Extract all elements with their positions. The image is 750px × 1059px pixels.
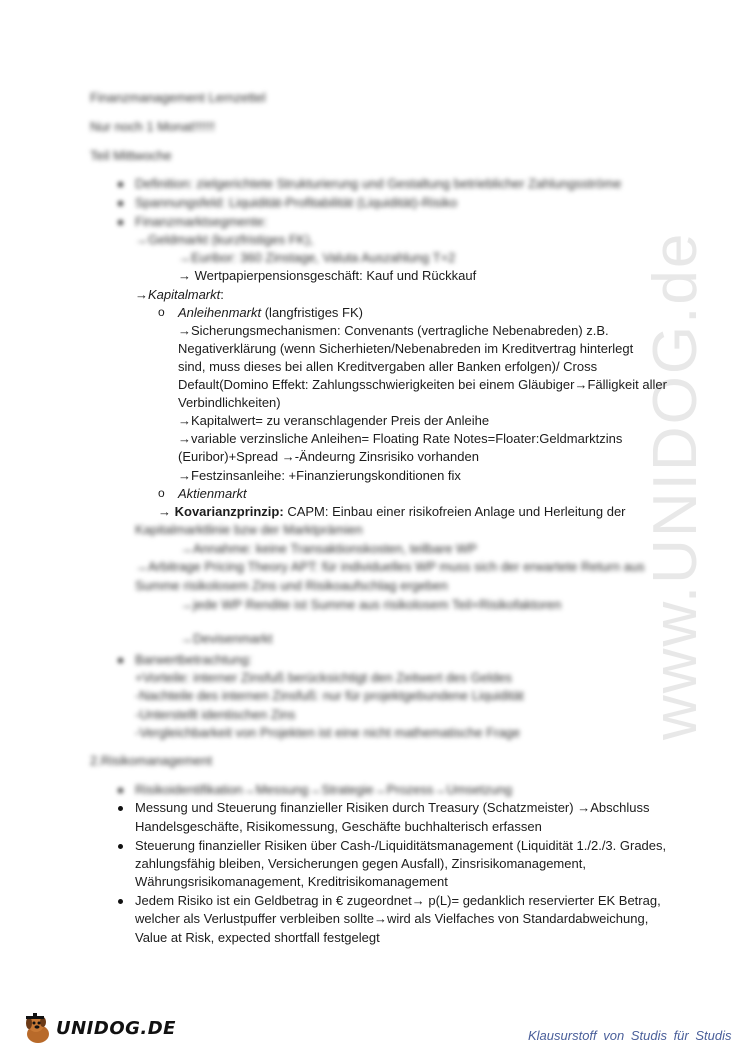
definition-text: Definition: zielgerichtete Strukturierung und Gestaltung betrieblicher Zahlungsströme <box>135 176 622 191</box>
geldmarkt-text: →Geldmarkt (kurzfristiges FK), <box>135 232 314 247</box>
variable-line-1: →variable verzinsliche Anleihen= Floating Rate Notes=Floater:Geldmarktzins <box>178 431 623 446</box>
bullet-dot <box>118 201 123 206</box>
doc-part: Teil Mittwoche <box>90 148 172 163</box>
finanzmarkt-text: Finanzmarktsegmente: <box>135 214 268 229</box>
watermark-text: www.UNIDOG.de <box>641 231 710 740</box>
apt-line-2: Summe risikolosem Zins und Risikoaufschlag ergeben <box>135 578 448 593</box>
kovarianz-line-1: → Kovarianzprinzip: CAPM: Einbau einer risikofreien Anlage und Herleitung der <box>158 504 626 519</box>
anleihenmarkt-heading: Anleihenmarkt (langfristiges FK) <box>178 305 363 320</box>
sicherung-line-5: Verbindlichkeiten) <box>178 395 281 410</box>
kapitalwert-text: →Kapitalwert= zu veranschlagender Preis der Anleihe <box>178 413 490 428</box>
bullet-dot <box>118 844 123 849</box>
steuerung-line-3: Währungsrisikomanagement, Kreditrisikomanagement <box>135 874 448 889</box>
brand-name: UNIDOG.DE <box>56 1018 176 1039</box>
risiko-prozess-text: Risikoidentifikation→Messung→Strategie→Prozess→Umsetzung <box>135 782 513 797</box>
euribor-text: →Euribor: 360 Zinstage, Valuta Auszahlung T+2 <box>178 250 456 265</box>
apt-line-1: →Arbitrage Pricing Theory APT: für individuelles WP muss sich der erwartete Return aus <box>135 559 645 574</box>
rendite-text: →jede WP Rendite ist Summe aus risikolosem Teil+Risikofaktoren <box>180 597 562 612</box>
circle-bullet: o <box>158 486 165 500</box>
circle-bullet: o <box>158 305 165 319</box>
bullet-dot <box>118 806 123 811</box>
variable-line-2: (Euribor)+Spread →-Ändeurng Zinsrisiko vorhanden <box>178 449 479 464</box>
barwert-heading: Barwertbetrachtung: <box>135 652 253 667</box>
kapitalmarkt-heading: →Kapitalmarkt: <box>135 287 224 302</box>
sicherung-line-3: sind, muss dieses bei allen Kreditvergaben aller Banken erfolgen)/ Cross <box>178 359 598 374</box>
geldbetrag-line-3: Value at Risk, expected shortfall festgelegt <box>135 930 380 945</box>
bullet-dot <box>118 788 123 793</box>
unidog-logo[interactable] <box>22 1012 176 1048</box>
steuerung-line-1: Steuerung finanzieller Risiken über Cash-/Liquiditätsmanagement (Liquidität 1./2./3. Grades, <box>135 838 667 853</box>
geldbetrag-line-1: Jedem Risiko ist ein Geldbetrag in € zugeordnet→ p(L)= gedanklich reservierter EK Betrag, <box>135 893 661 908</box>
vorteile-text: +Vorteile: interner Zinsfuß berücksichtigt den Zeitwert des Geldes <box>135 670 512 685</box>
dog-mascot-icon <box>22 1012 56 1046</box>
sicherung-line-4: Default(Domino Effekt: Zahlungsschwierigkeiten bei einem Gläubiger→Fälligkeit aller <box>178 377 667 392</box>
geldbetrag-line-2: welcher als Verlustpuffer verbleiben sollte→wird als Vielfaches von Standardabweichung, <box>135 911 649 926</box>
festzins-text: →Festzinsanleihe: +Finanzierungskonditionen fix <box>178 468 461 483</box>
section2-heading: 2.Risikomanagement <box>90 753 213 768</box>
doc-subtitle: Nur noch 1 Monat!!!!!! <box>90 119 216 134</box>
nachteile-text: -Nachteile des internen Zinsfuß: nur für projektgebundene Liquidität <box>135 688 524 703</box>
bullet-dot <box>118 658 123 663</box>
wertpapier-text: → Wertpapierpensionsgeschäft: Kauf und Rückkauf <box>178 268 477 283</box>
messung-line-2: Handelsgeschäfte, Risikomessung, Geschäfte buchhalterisch erfassen <box>135 819 542 834</box>
annahme-text: →Annahme: keine Transaktionskosten, teilbare WP <box>180 541 477 556</box>
devisen-text: →Devisenmarkt <box>180 631 273 646</box>
kovarianz-line-2: Kapitalmarktlinie bzw der Marktprämien <box>135 522 363 537</box>
messung-line-1: Messung und Steuerung finanzieller Risiken durch Treasury (Schatzmeister) →Abschluss <box>135 800 650 815</box>
aktienmarkt-heading: Aktienmarkt <box>178 486 247 501</box>
steuerung-line-2: zahlungsfähig bleiben, Versicherungen gegen Ausfall), Zinsrisikomanagement, <box>135 856 586 871</box>
bullet-dot <box>118 899 123 904</box>
vergleich-text: -Vergleichbarkeit von Projekten ist eine nicht mathematische Frage <box>135 725 521 740</box>
bullet-dot <box>118 220 123 225</box>
footer-tagline: Klausurstoff von Studis für Studis <box>528 1028 732 1043</box>
bullet-dot <box>118 182 123 187</box>
spannungsfeld-text: Spannungsfeld: Liquidität-Profitabilität (Liquidität)-Risiko <box>135 195 458 210</box>
watermark <box>640 120 750 740</box>
sicherung-line-2: Negativerklärung (wenn Sicherhieten/Nebenabreden im Kreditvertrag hinterlegt <box>178 341 634 356</box>
doc-title: Finanzmanagement Lernzettel <box>90 90 266 105</box>
sicherung-line-1: →Sicherungsmechanismen: Convenants (vertragliche Nebenabreden) z.B. <box>178 323 609 338</box>
unterstellt-text: -Unterstellt identischen Zins <box>135 707 296 722</box>
